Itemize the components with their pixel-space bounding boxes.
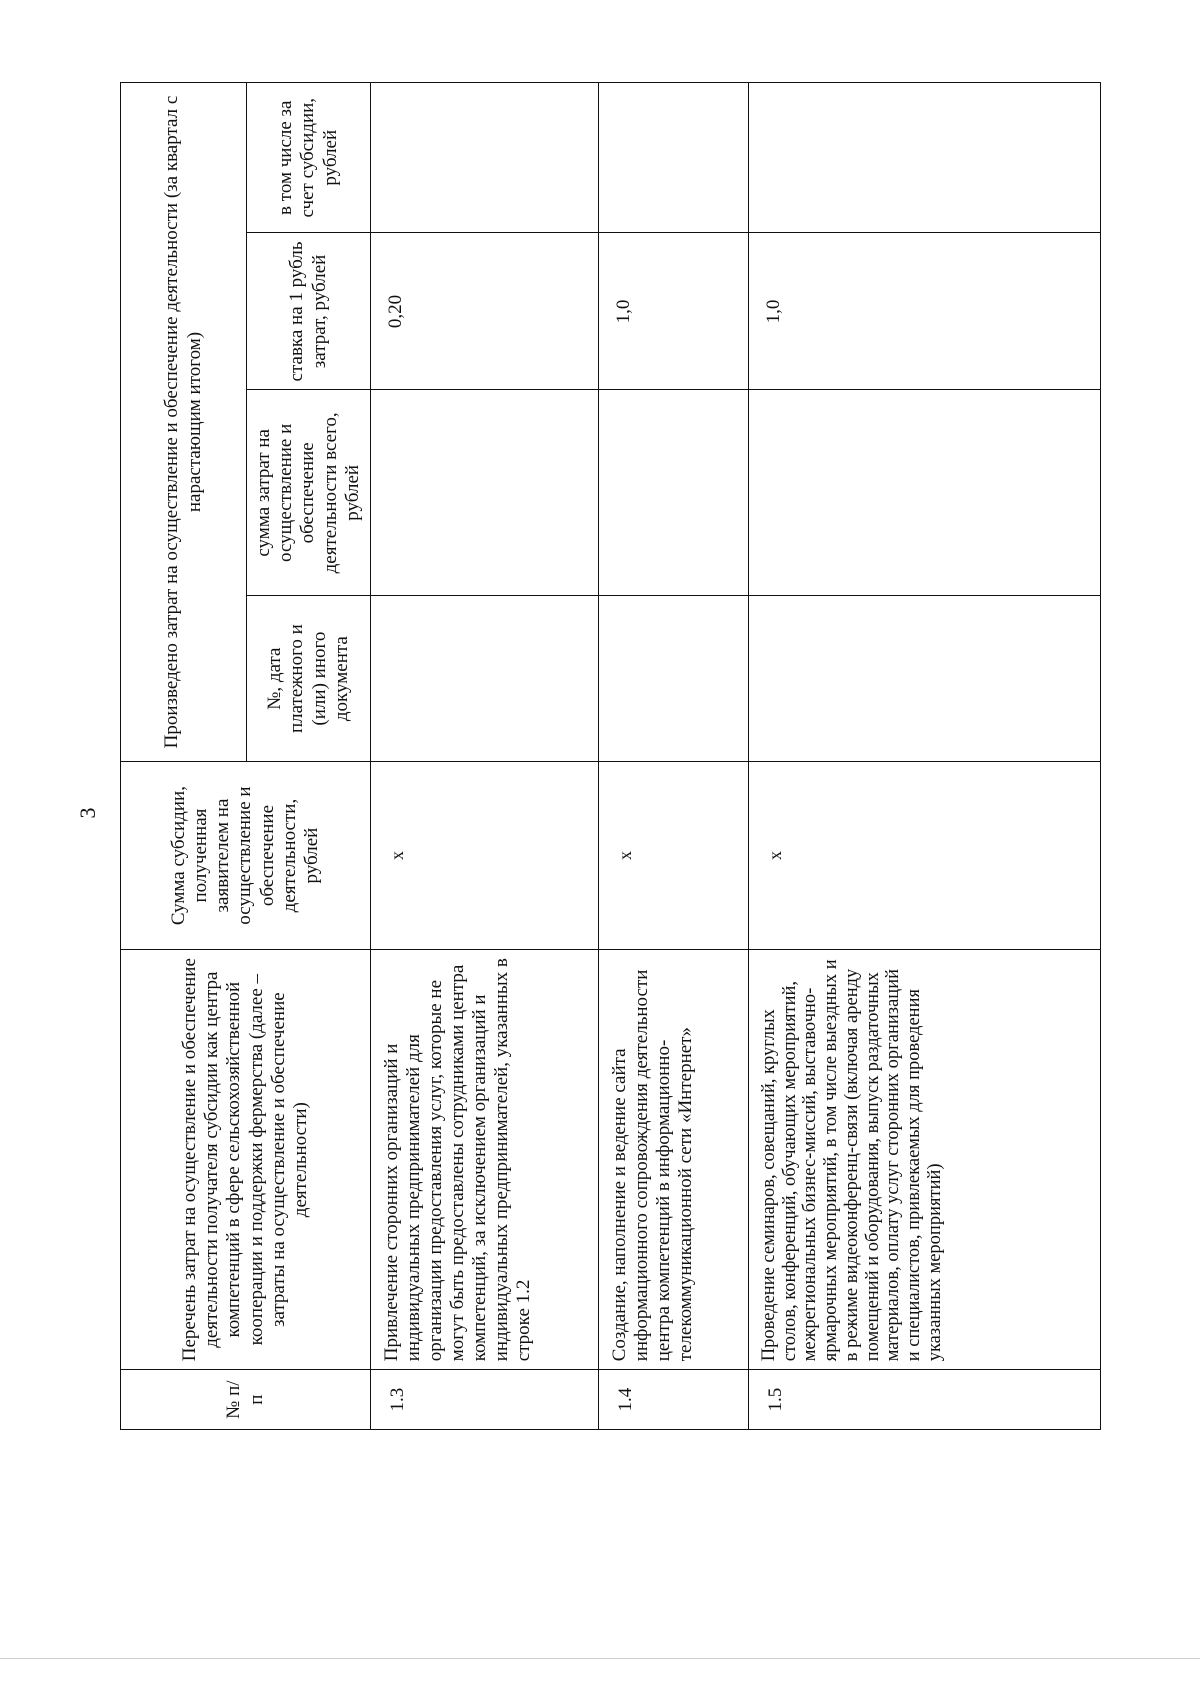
row-from-subsidy-cell <box>371 83 599 233</box>
row-from-subsidy-cell <box>749 83 1101 233</box>
row-num-cell: 1.5 <box>749 1370 1101 1430</box>
row-rate-cell: 1,0 <box>749 233 1101 390</box>
row-doc-cell <box>599 596 749 762</box>
header-from-subsidy: в том числе за счет субсидии, рублей <box>247 83 371 233</box>
row-subsidy-cell: х <box>599 762 749 950</box>
table-row <box>599 83 749 1430</box>
row-total-cell <box>371 390 599 596</box>
row-description-cell: Создание, наполнение и ведение сайта информационного сопровождения деятельности центра компетенций в информационно-телекоммуникационной сети «Интернет» <box>599 950 749 1370</box>
rotated-table-container <box>120 82 1100 1430</box>
row-subsidy-cell: х <box>749 762 1101 950</box>
scan-edge-line <box>0 1658 1200 1659</box>
page-number: 3 <box>75 807 100 819</box>
table-row <box>371 83 599 1430</box>
row-doc-cell <box>749 596 1101 762</box>
row-rate-cell: 1,0 <box>599 233 749 390</box>
header-row-top <box>121 83 247 1430</box>
row-doc-cell <box>371 596 599 762</box>
header-subsidy: Сумма субсидии, полученная заявителем на осуществление и обеспечение деятельности, рублей <box>121 762 371 950</box>
header-num: № п/п <box>121 1370 371 1430</box>
row-subsidy-cell: х <box>371 762 599 950</box>
row-total-cell <box>749 390 1101 596</box>
row-from-subsidy-cell <box>599 83 749 233</box>
row-num-cell: 1.3 <box>371 1370 599 1430</box>
expense-table <box>120 82 1101 1430</box>
header-expenses-group: Произведено затрат на осуществление и обеспечение деятельности (за квартал с нарастающим итогом) <box>121 83 247 762</box>
expense-table-frame <box>120 82 1100 1430</box>
header-description: Перечень затрат на осуществление и обеспечение деятельности получателя субсидии как центра компетенций в сфере сельскохозяйственной кооперации и поддержки фермерства (далее – затраты на осуществление и обеспечение деятельности) <box>121 950 371 1370</box>
row-description-cell: Привлечение сторонних организаций и индивидуальных предпринимателей для организации предоставления услуг, которые не могут быть предоставлены сотрудниками центра компетенций, за исключением организаций и индивидуальных предпринимателей, указанных в строке 1.2 <box>371 950 599 1370</box>
header-doc: №, дата платежного и (или) иного документа <box>247 596 371 762</box>
header-total: сумма затрат на осуществление и обеспечение деятельности всего, рублей <box>247 390 371 596</box>
row-description-cell: Проведение семинаров, совещаний, круглых столов, конференций, обучающих мероприятий, межрегиональных бизнес-миссий, выставочно-ярмарочных мероприятий, в том числе выездных и в режиме видеоконференц-связи (включая аренду помещений и оборудования, выпуск раздаточных материалов, оплату услуг сторонних организаций и специалистов, привлекаемых для проведения указанных мероприятий) <box>749 950 1101 1370</box>
header-rate: ставка на 1 рубль затрат, рублей <box>247 233 371 390</box>
row-num-cell: 1.4 <box>599 1370 749 1430</box>
row-rate-cell: 0,20 <box>371 233 599 390</box>
row-total-cell <box>599 390 749 596</box>
table-row <box>749 83 1101 1430</box>
